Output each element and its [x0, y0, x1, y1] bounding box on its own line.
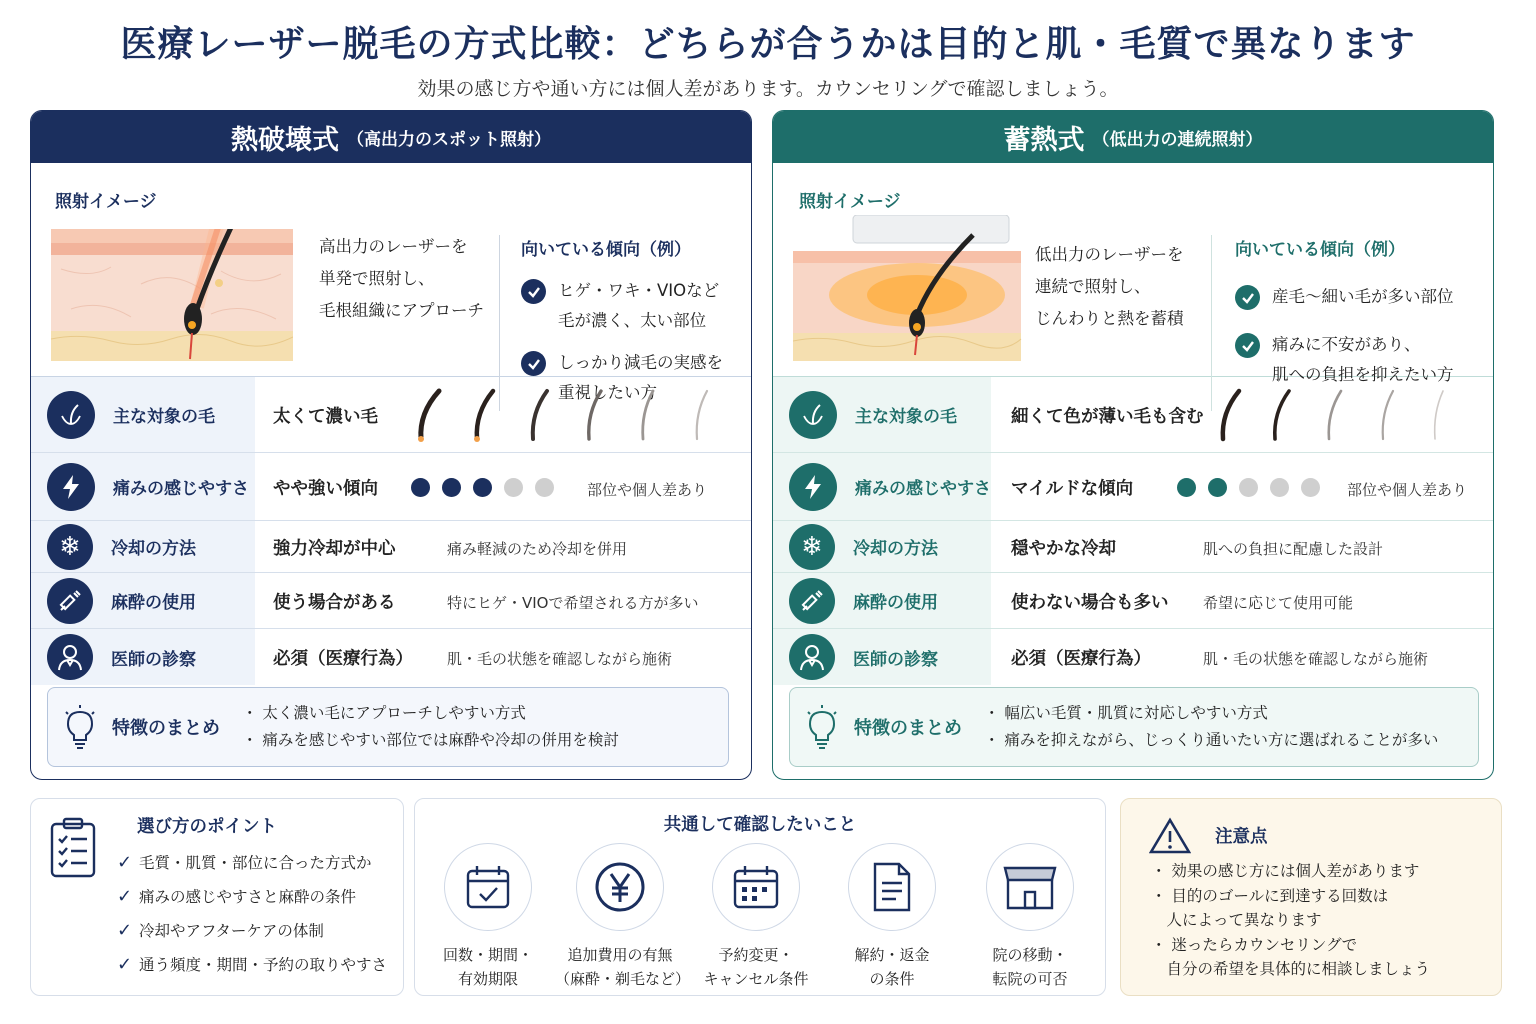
pain-level-dots: [1177, 478, 1332, 497]
panel-upper: [31, 163, 751, 402]
row-value: 使う場合がある: [273, 593, 396, 613]
panel-title: 熱破壊式: [231, 124, 339, 156]
row-label-text: 麻酔の使用: [853, 593, 938, 613]
pain-dot-filled: [1208, 478, 1227, 497]
row-value: 強力冷却が中心: [273, 539, 396, 559]
row-label: [773, 573, 991, 628]
row-target-hair: [773, 377, 1493, 453]
row-label-text: 冷却の方法: [853, 539, 938, 559]
skin-illustration-icon: [793, 215, 1035, 361]
caution-list: [1151, 859, 1430, 982]
point-item: [117, 947, 387, 981]
pain-level-dots: [411, 478, 566, 497]
image-label: 照射イメージ: [55, 192, 157, 212]
point-text: 毛質・肌質・部位に合った方式か: [139, 854, 372, 872]
row-note: 希望に応じて使用可能: [1203, 594, 1354, 612]
hair-icon: [789, 391, 837, 439]
point-item: [117, 845, 387, 879]
common-item-label: 回数・期間・ 有効期限: [442, 946, 533, 988]
summary-box: [47, 687, 729, 767]
row-label-text: 主な対象の毛: [113, 407, 215, 427]
row-value: やや強い傾向: [273, 479, 378, 499]
row-label-text: 冷却の方法: [111, 539, 196, 559]
desc-line: 高出力のレーザーを: [319, 237, 468, 256]
page-subtitle: 効果の感じ方や通い方には個人差があります。カウンセリングで確認しましょう。: [417, 78, 1119, 100]
row-note: 肌・毛の状態を確認しながら施術: [1203, 650, 1429, 668]
common-item: [423, 843, 553, 991]
common-title: 共通して確認したいこと: [663, 815, 857, 835]
doctor-icon: [47, 634, 93, 680]
row-label-text: 主な対象の毛: [855, 407, 957, 427]
common-check-box: [414, 798, 1106, 996]
tendency-text: しっかり減毛の実感を 重視したい方: [558, 353, 723, 402]
comparison-rows: [773, 377, 1493, 685]
row-label: [773, 521, 991, 572]
summary-title: 特徴のまとめ: [854, 718, 962, 739]
lightning-icon: [47, 463, 95, 511]
row-value: 太くて濃い毛: [273, 407, 378, 427]
panel-title: 蓄熱式: [1003, 124, 1085, 156]
calendar-icon: [712, 843, 800, 931]
desc-line: 低出力のレーザーを: [1035, 245, 1184, 264]
pain-dot-empty: [1239, 478, 1258, 497]
common-item: [555, 843, 691, 991]
page-title: 医療レーザー脱毛の方式比較：どちらが合うかは目的と肌・毛質で異なります: [120, 24, 1416, 65]
caution-item: ・ 迷ったらカウンセリングで 自分の希望を具体的に相談しましょう: [1151, 935, 1431, 978]
row-label-text: 医師の診察: [853, 649, 938, 670]
tendency-text: 産毛〜細い毛が多い部位: [1272, 287, 1454, 306]
row-label: [773, 377, 991, 452]
check-icon: ✓: [117, 851, 133, 873]
tendency-text: ヒゲ・ワキ・VIOなど 毛が濃く、太い部位: [558, 281, 720, 330]
row-value: 必須（医療行為）: [1011, 649, 1151, 669]
caution-item: ・ 効果の感じ方には個人差があります: [1151, 862, 1420, 880]
row-pain: [31, 453, 751, 521]
row-value: 細くて色が薄い毛も含む: [1011, 407, 1204, 427]
row-label-text: 麻酔の使用: [111, 593, 196, 613]
check-circle-icon: [1235, 285, 1260, 310]
row-note: 痛み軽減のため冷却を併用: [447, 540, 628, 558]
tendency-item: [521, 276, 751, 336]
pain-dot-empty: [535, 478, 554, 497]
row-label-text: 痛みの感じやすさ: [113, 479, 249, 499]
image-label: 照射イメージ: [799, 192, 901, 212]
summary-list: [242, 700, 619, 754]
desc-line: じんわりと熱を蓄積: [1035, 309, 1184, 328]
summary-item: ・ 太く濃い毛にアプローチしやすい方式: [242, 704, 526, 722]
check-icon: ✓: [117, 953, 133, 975]
row-anesthesia: [773, 573, 1493, 629]
point-text: 通う頻度・期間・予約の取りやすさ: [139, 956, 388, 974]
method-description: [319, 231, 484, 327]
summary-item: ・ 幅広い毛質・肌質に対応しやすい方式: [984, 704, 1268, 722]
calendar-check-icon: [444, 843, 532, 931]
warning-icon: [1149, 817, 1191, 855]
pain-dot-filled: [442, 478, 461, 497]
row-label-text: 痛みの感じやすさ: [855, 479, 991, 499]
skin-illustration-icon: [51, 229, 293, 361]
pain-dot-filled: [1177, 478, 1196, 497]
row-pain: [773, 453, 1493, 521]
common-item-label: 追加費用の有無 （麻酔・剃毛など）: [555, 946, 691, 988]
row-label: [773, 629, 991, 685]
snowflake-icon: ❄: [47, 524, 93, 570]
common-item-label: 院の移動・ 転院の可否: [992, 946, 1068, 988]
yen-icon: [576, 843, 664, 931]
clipboard-icon: [49, 817, 97, 879]
row-target-hair: [31, 377, 751, 453]
doctor-icon: [789, 634, 835, 680]
row-note: 特にヒゲ・VIOで希望される方が多い: [447, 594, 699, 612]
pain-dot-empty: [1270, 478, 1289, 497]
caution-item: ・ 目的のゴールに到達する回数は 人によって異なります: [1151, 886, 1389, 929]
points-list: [117, 845, 387, 981]
hair-thickness-icon: [1213, 387, 1463, 447]
row-note: 肌・毛の状態を確認しながら施術: [447, 650, 673, 668]
row-value: マイルドな傾向: [1011, 479, 1134, 499]
check-circle-icon: [521, 279, 546, 304]
row-cooling: [31, 521, 751, 573]
check-circle-icon: [1235, 333, 1260, 358]
row-label: [31, 453, 255, 520]
pain-dot-empty: [1301, 478, 1320, 497]
row-note: 肌への負担に配慮した設計: [1203, 540, 1384, 558]
row-label: [31, 629, 255, 685]
row-label: [773, 453, 991, 520]
point-text: 冷却やアフターケアの体制: [139, 922, 324, 940]
common-item: [827, 843, 957, 991]
row-label: [31, 521, 255, 572]
row-doctor: [773, 629, 1493, 685]
panel-subtitle: （高出力のスポット照射）: [347, 129, 551, 150]
point-text: 痛みの感じやすさと麻酔の条件: [139, 888, 357, 906]
hair-thickness-icon: [411, 387, 731, 447]
row-anesthesia: [31, 573, 751, 629]
pain-dot-filled: [473, 478, 492, 497]
syringe-icon: [47, 578, 93, 624]
desc-line: 連続で照射し、: [1035, 277, 1151, 296]
method-description: [1035, 239, 1184, 335]
syringe-icon: [789, 578, 835, 624]
row-note: 部位や個人差あり: [1347, 481, 1468, 499]
snowflake-icon: ❄: [789, 524, 835, 570]
tendency-item: [1235, 282, 1485, 312]
row-label: [31, 377, 255, 452]
desc-line: 毛根組織にアプローチ: [319, 301, 484, 320]
row-cooling: [773, 521, 1493, 573]
row-doctor: [31, 629, 751, 685]
point-item: [117, 913, 387, 947]
common-item-label: 予約変更・ キャンセル条件: [703, 946, 809, 988]
pain-dot-empty: [504, 478, 523, 497]
common-item: [965, 843, 1095, 991]
row-value: 使わない場合も多い: [1011, 593, 1169, 613]
clinic-icon: [986, 843, 1074, 931]
caution-title: 注意点: [1215, 827, 1268, 847]
row-note: 部位や個人差あり: [587, 481, 708, 499]
summary-list: [984, 700, 1438, 754]
comparison-rows: [31, 377, 751, 685]
point-item: [117, 879, 387, 913]
row-label: [31, 573, 255, 628]
summary-item: ・ 痛みを抑えながら、じっくり通いたい方に選ばれることが多い: [984, 731, 1439, 749]
panel-header: [31, 111, 751, 163]
lightbulb-icon: [62, 704, 98, 750]
row-label-text: 医師の診察: [111, 649, 196, 670]
hair-icon: [47, 391, 95, 439]
summary-box: [789, 687, 1479, 767]
summary-title: 特徴のまとめ: [112, 718, 220, 739]
tendency-text: 痛みに不安があり、 肌への負担を抑えたい方: [1272, 335, 1454, 384]
pain-dot-filled: [411, 478, 430, 497]
lightbulb-icon: [804, 704, 840, 750]
row-value: 穏やかな冷却: [1011, 539, 1116, 559]
common-item-label: 解約・返金 の条件: [854, 946, 930, 988]
caution-box: [1120, 798, 1502, 996]
summary-item: ・ 痛みを感じやすい部位では麻酔や冷却の併用を検討: [242, 731, 619, 749]
check-circle-icon: [521, 351, 546, 376]
heat-accumulation-panel: [772, 110, 1494, 780]
panel-subtitle: （低出力の連続照射）: [1092, 129, 1263, 150]
common-item: [691, 843, 821, 991]
row-value: 必須（医療行為）: [273, 649, 413, 669]
check-icon: ✓: [117, 919, 133, 941]
check-icon: ✓: [117, 885, 133, 907]
tendency-title: 向いている傾向（例）: [1235, 240, 1405, 260]
tendency-title: 向いている傾向（例）: [521, 240, 691, 260]
selection-points-box: [30, 798, 404, 996]
points-title: 選び方のポイント: [137, 817, 277, 837]
lightning-icon: [789, 463, 837, 511]
desc-line: 単発で照射し、: [319, 269, 435, 288]
panel-header: [773, 111, 1493, 163]
thermal-destruction-panel: [30, 110, 752, 780]
panel-upper: [773, 163, 1493, 384]
document-icon: [848, 843, 936, 931]
